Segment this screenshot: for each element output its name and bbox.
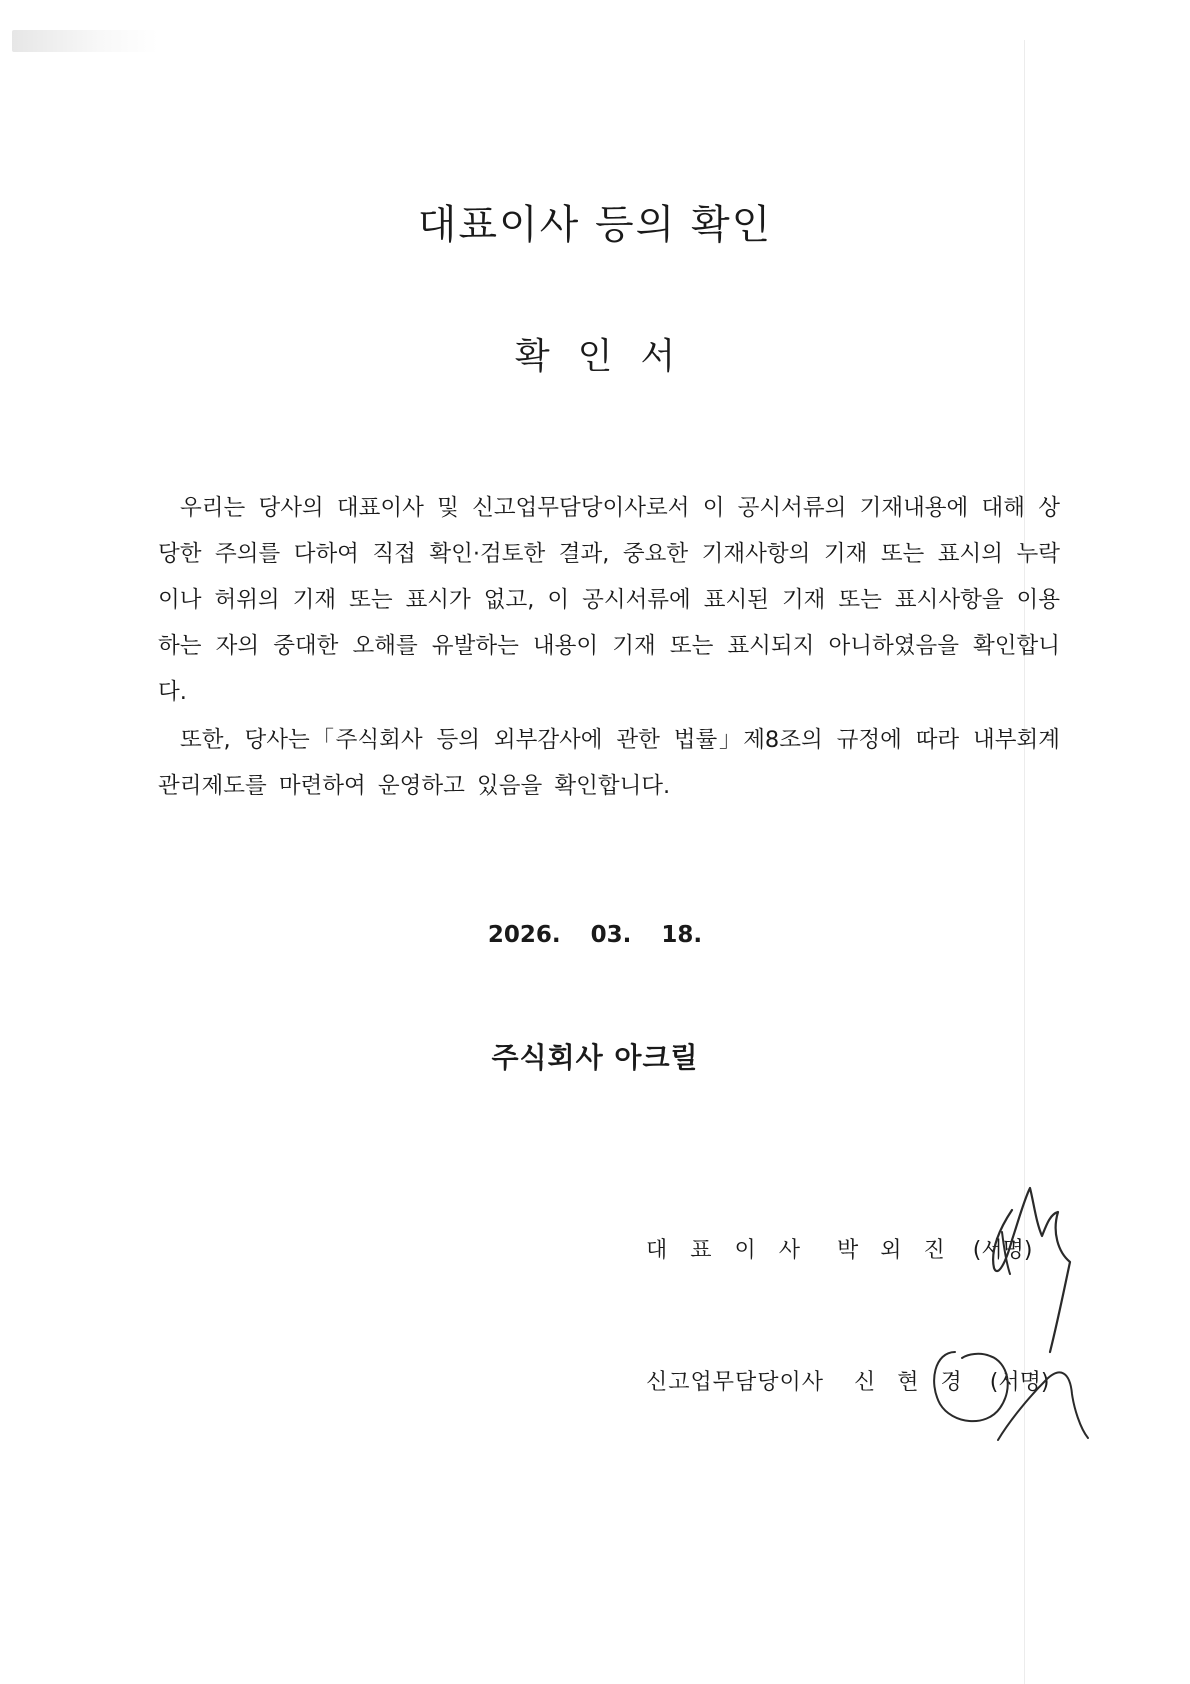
company-name: 주식회사 아크릴	[491, 1041, 699, 1074]
ceo-signature-stroke	[993, 1188, 1070, 1352]
signature-mark-label: (서명)	[972, 1238, 1033, 1263]
document-subtitle: 확인서	[514, 336, 704, 377]
scan-artifact	[12, 30, 158, 52]
signatory-name: 신현경	[854, 1370, 984, 1395]
internal-control-paragraph: 또한, 당사는「주식회사 등의 외부감사에 관한 법률」제8조의 규정에 따라 내부회계관리제도를 마련하여 운영하고 있음을 확인합니다.	[158, 727, 1060, 799]
signatory-disclosure-officer	[646, 1365, 1049, 1396]
signature-mark-label: (서명)	[989, 1370, 1050, 1395]
signatory-role: 대표이사	[646, 1238, 824, 1263]
signatory-ceo	[646, 1233, 1032, 1264]
signatory-name: 박외진	[837, 1238, 967, 1263]
document-date: 2026. 03. 18.	[487, 922, 703, 948]
confirmation-paragraph: 우리는 당사의 대표이사 및 신고업무담당이사로서 이 공시서류의 기재내용에 대해 상당한 주의를 다하여 직접 확인·검토한 결과, 중요한 기재사항의 기재 또는 표시의 누락이나 허위의 기재 또는 표시가 없고, 이 공시서류에 표시된 기재 또는 표시사항을 이용하는 자의 중대한 오해를 유발하는 내용이 기재 또는 표시되지 아니하였음을 확인합니다.	[158, 495, 1060, 705]
scan-fold-line	[1024, 40, 1025, 1684]
signatory-role: 신고업무담당이사	[646, 1370, 825, 1395]
document-title: 대표이사 등의 확인	[417, 202, 773, 248]
